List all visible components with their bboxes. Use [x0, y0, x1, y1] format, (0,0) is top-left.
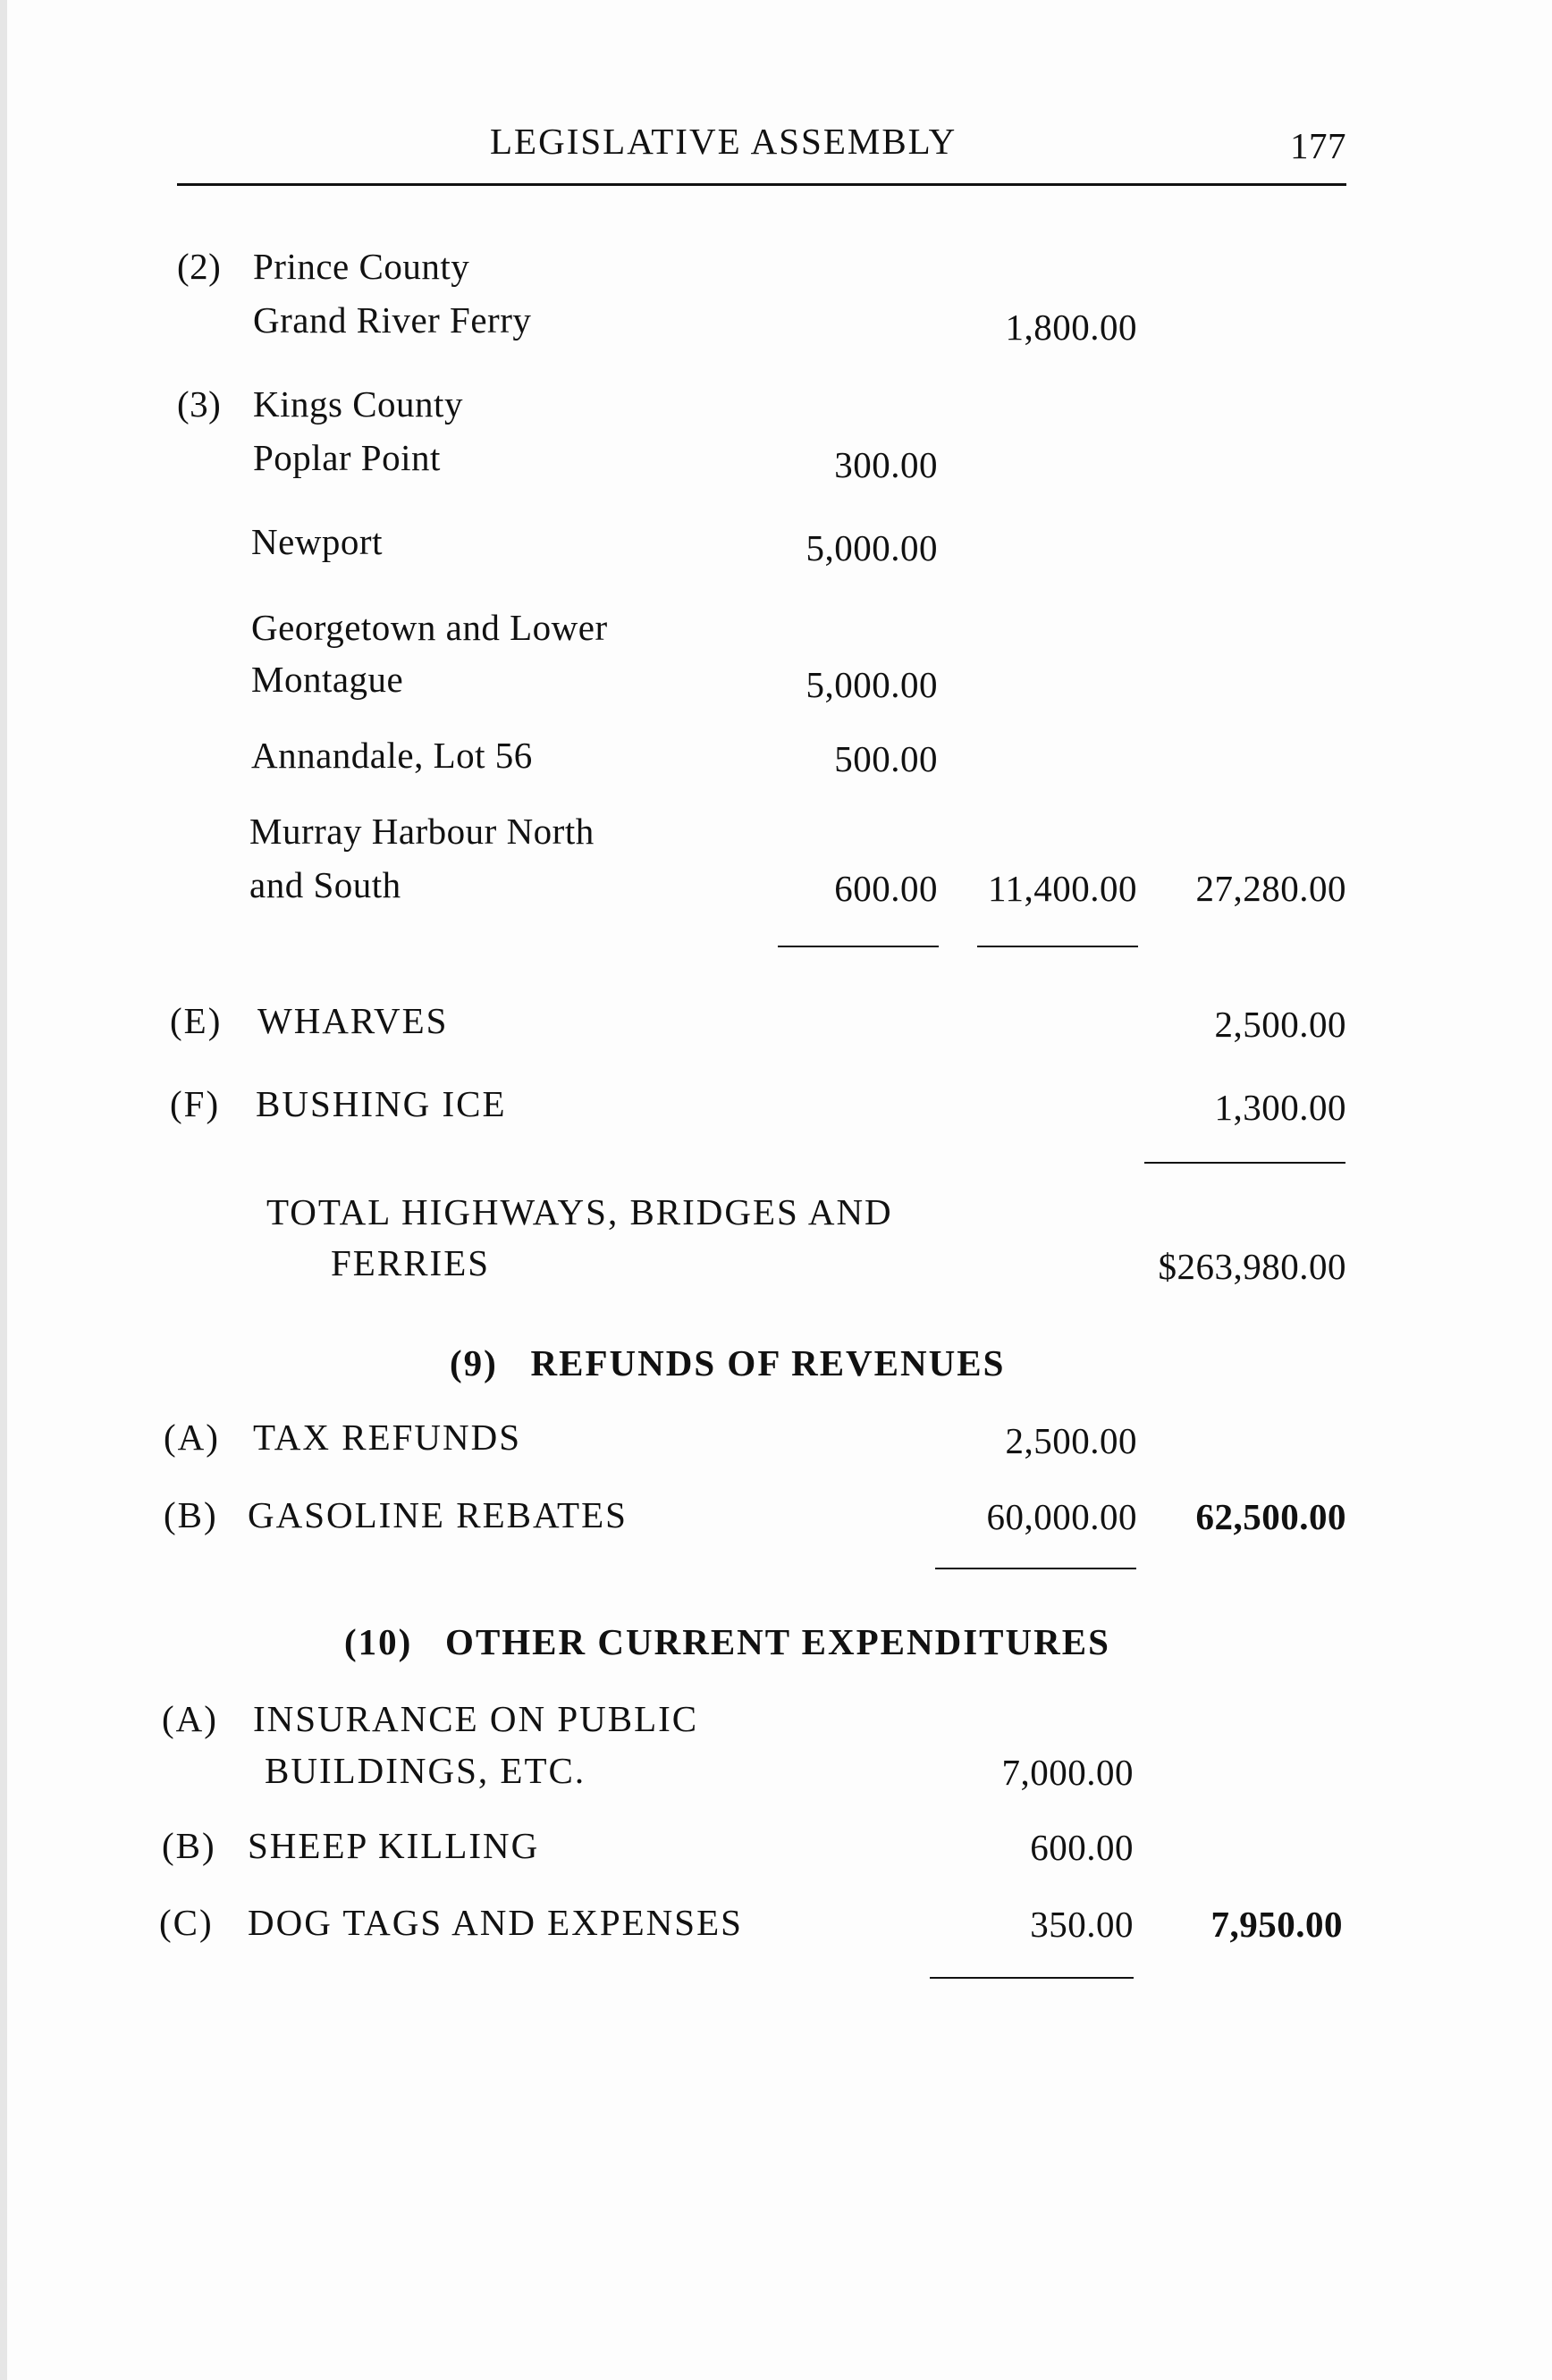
- line-item-amount: 1,800.00: [1005, 307, 1137, 348]
- line-item-amount: 500.00: [834, 738, 938, 779]
- page-number: 177: [1290, 125, 1346, 166]
- line-item-label: Grand River Ferry: [253, 299, 532, 341]
- grand-total-label: FERRIES: [331, 1242, 491, 1283]
- total-amount: 7,950.00: [1210, 1904, 1343, 1945]
- section-letter: (B): [162, 1825, 216, 1866]
- line-item-amount: 600.00: [1030, 1827, 1134, 1868]
- county-label-prince: Prince County: [253, 246, 470, 287]
- section-letter: (E): [170, 1000, 223, 1041]
- line-item-label: TAX REFUNDS: [253, 1417, 522, 1458]
- line-item-amount: 5,000.00: [806, 664, 938, 705]
- line-item-label: SHEEP KILLING: [248, 1825, 540, 1866]
- subtotal-amount: 11,400.00: [988, 868, 1137, 909]
- grand-total-amount: $263,980.00: [1158, 1246, 1346, 1287]
- section-label-wharves: WHARVES: [257, 1000, 449, 1041]
- section-label-bushing-ice: BUSHING ICE: [256, 1083, 507, 1124]
- sum-rule: [977, 946, 1138, 947]
- sum-rule: [1144, 1162, 1345, 1164]
- grand-total-label: TOTAL HIGHWAYS, BRIDGES AND: [266, 1191, 893, 1232]
- line-item-label: Montague: [251, 659, 404, 700]
- total-amount: 1,300.00: [1214, 1087, 1346, 1128]
- line-item-amount: 350.00: [1030, 1904, 1134, 1945]
- line-item-label: Annandale, Lot 56: [251, 735, 533, 776]
- section-heading-refunds: (9) REFUNDS OF REVENUES: [450, 1342, 1006, 1383]
- line-item-label: INSURANCE ON PUBLIC: [253, 1698, 699, 1739]
- section-letter: (A): [164, 1417, 220, 1458]
- total-amount: 2,500.00: [1214, 1004, 1346, 1045]
- line-item-label: Newport: [251, 521, 383, 562]
- header-rule: [177, 183, 1346, 186]
- line-item-amount: 2,500.00: [1005, 1420, 1137, 1461]
- line-item-label: DOG TAGS AND EXPENSES: [248, 1902, 743, 1943]
- sum-rule: [930, 1977, 1134, 1979]
- line-item-label: BUILDINGS, ETC.: [265, 1750, 586, 1791]
- line-item-amount: 7,000.00: [1001, 1752, 1134, 1793]
- section-letter: (B): [164, 1494, 218, 1535]
- section-number-prince: (2): [177, 246, 222, 287]
- sum-rule: [778, 946, 939, 947]
- county-label-kings: Kings County: [253, 383, 463, 425]
- line-item-label: GASOLINE REBATES: [248, 1494, 628, 1535]
- running-header-title: LEGISLATIVE ASSEMBLY: [490, 121, 957, 162]
- line-item-amount: 600.00: [834, 868, 938, 909]
- total-amount: 62,500.00: [1195, 1496, 1346, 1537]
- line-item-label: and South: [249, 864, 401, 905]
- sum-rule: [935, 1568, 1136, 1569]
- section-letter: (F): [170, 1083, 221, 1124]
- line-item-label: Georgetown and Lower: [251, 607, 608, 648]
- section-letter: (C): [159, 1902, 214, 1943]
- line-item-label: Murray Harbour North: [249, 811, 595, 852]
- line-item-label: Poplar Point: [253, 437, 441, 478]
- page-edge-shadow: [0, 0, 7, 2380]
- section-number-kings: (3): [177, 383, 222, 425]
- line-item-amount: 60,000.00: [986, 1496, 1137, 1537]
- total-amount: 27,280.00: [1195, 868, 1346, 909]
- line-item-amount: 5,000.00: [806, 527, 938, 568]
- section-letter: (A): [162, 1698, 218, 1739]
- line-item-amount: 300.00: [834, 444, 938, 485]
- section-heading-other: (10) OTHER CURRENT EXPENDITURES: [344, 1621, 1110, 1662]
